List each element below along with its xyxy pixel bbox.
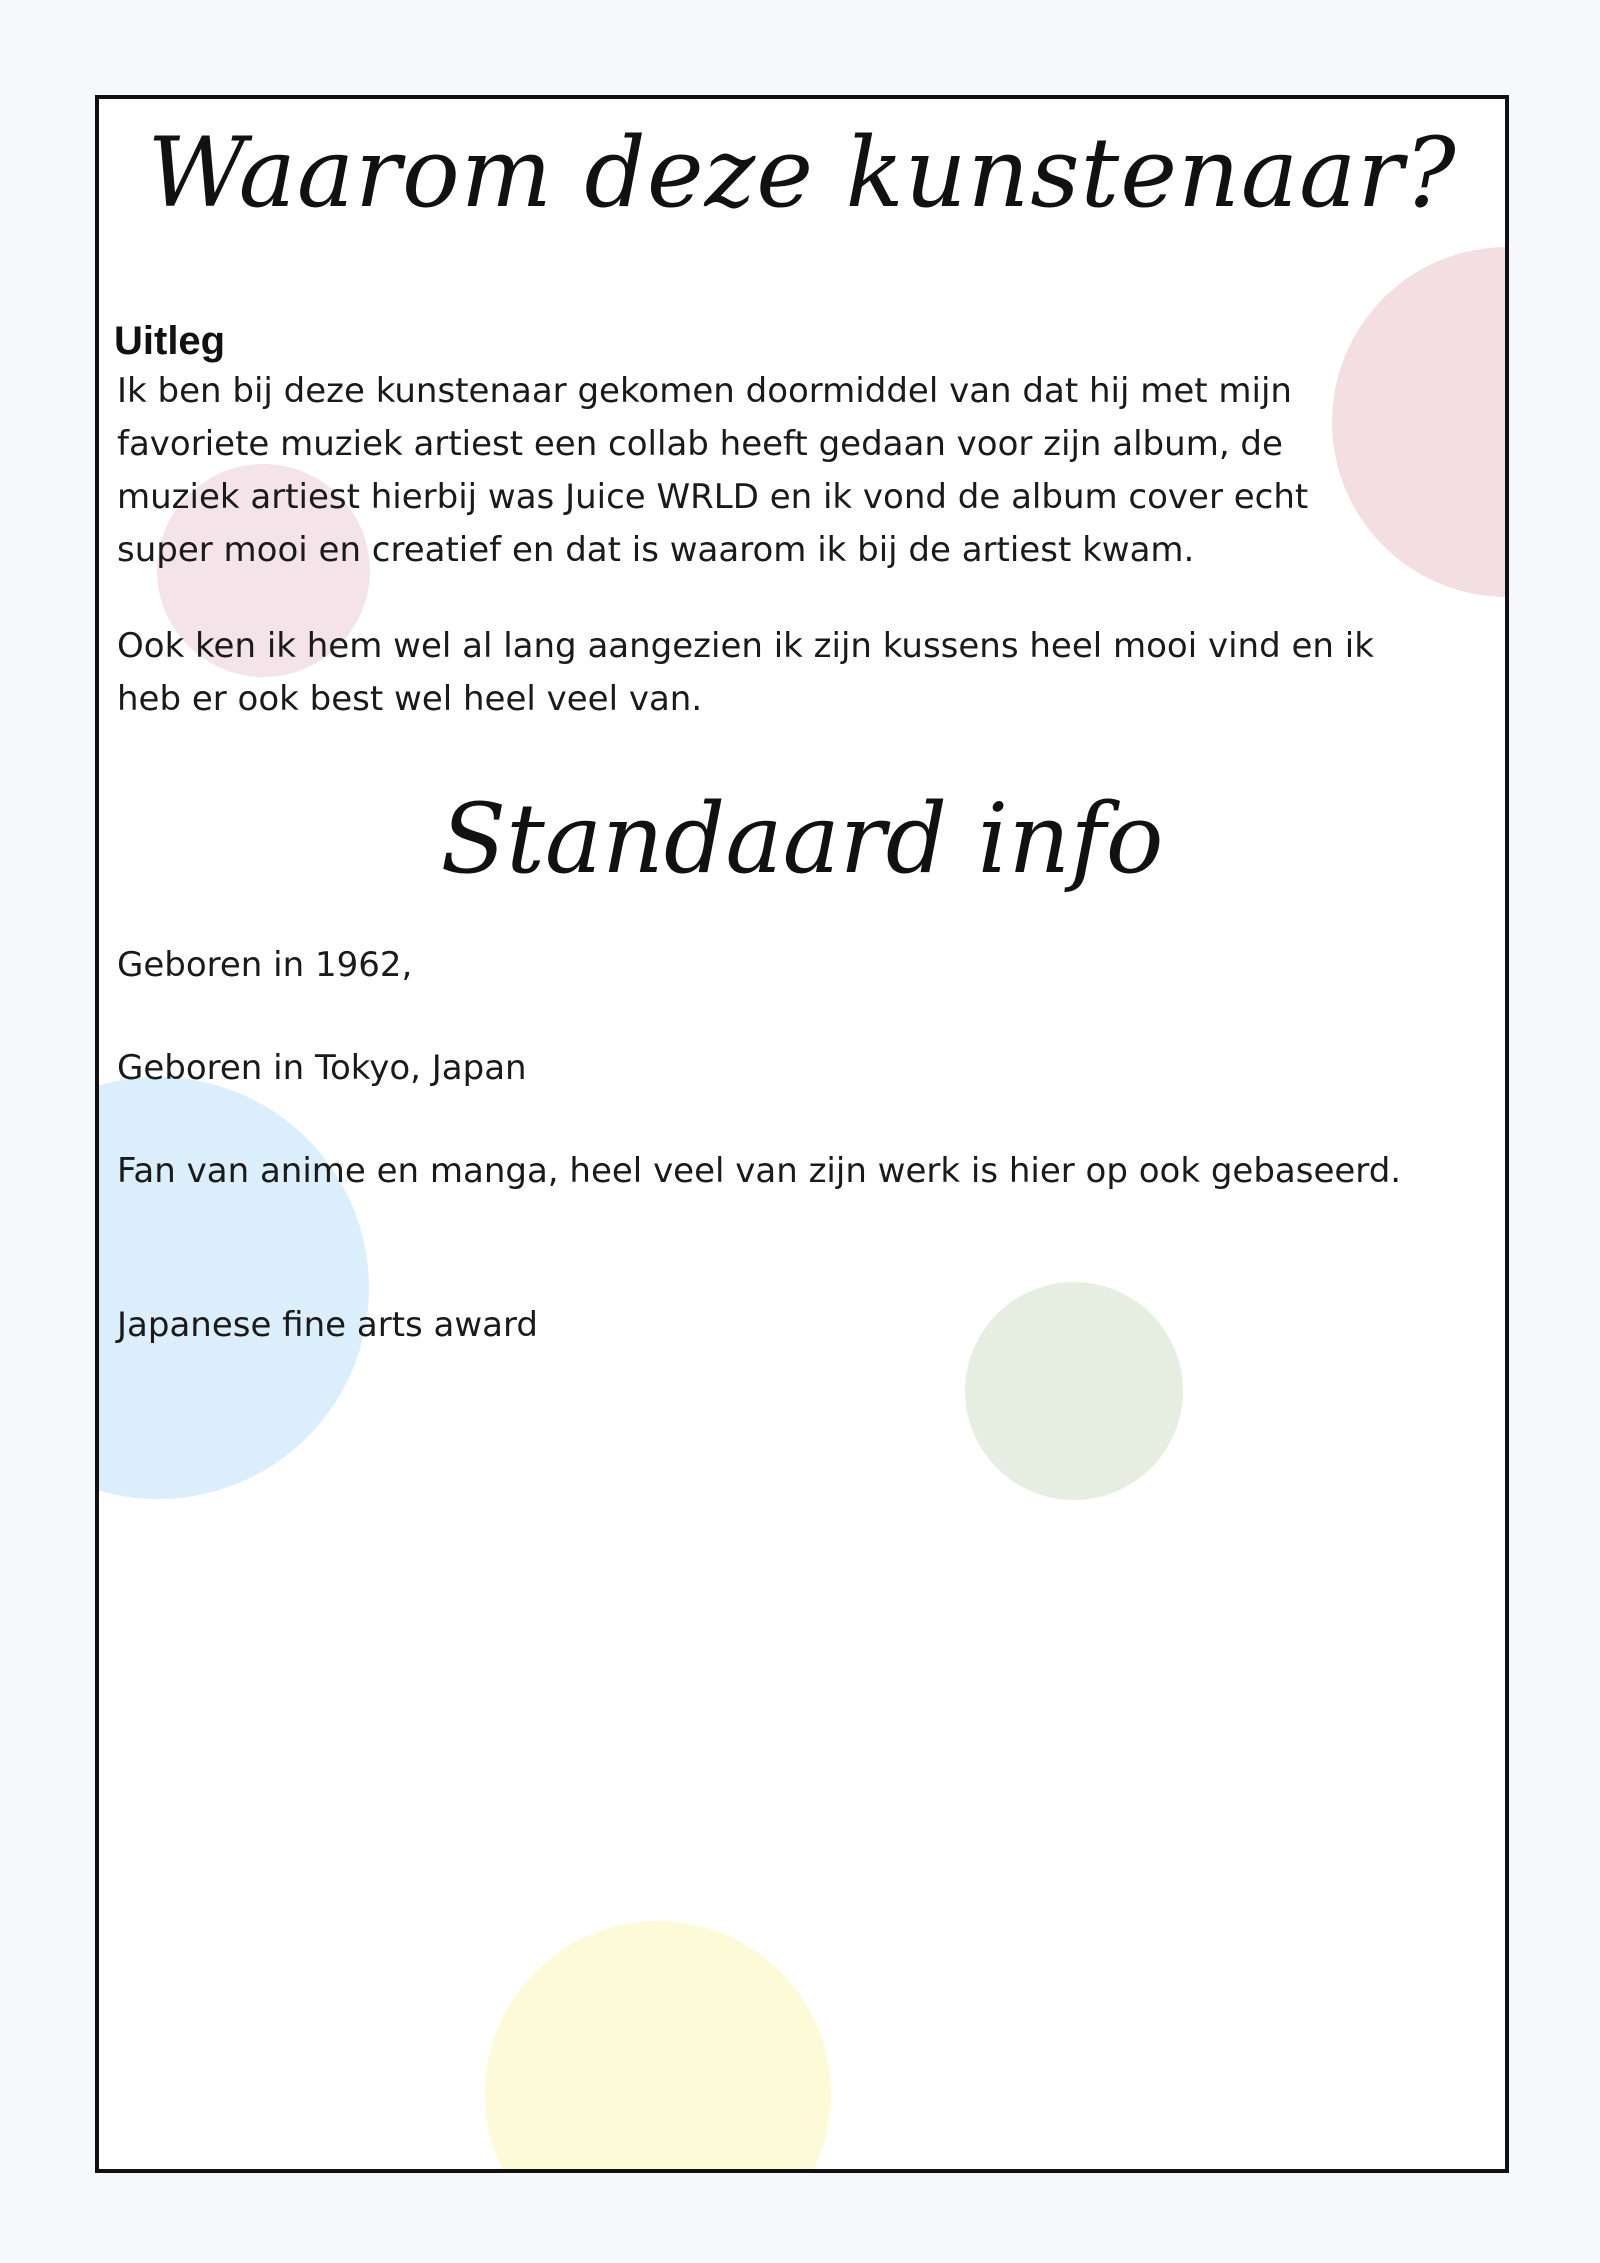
fact-birth-year: Geboren in 1962,: [117, 945, 413, 985]
fact-interests: Fan van anime en manga, heel veel van zijn werk is hier op ook gebaseerd.: [117, 1151, 1402, 1191]
document-page: [95, 95, 1509, 2173]
page-title: Waarom deze kunstenaar?: [147, 117, 1457, 229]
paragraph-familiarity: Ook ken ik hem wel al lang aangezien ik zijn kussens heel mooi vind en ik heb er ook best wel heel veel van.: [117, 626, 1385, 719]
section-title-standaard-info: Standaard info: [440, 783, 1164, 895]
section-heading-uitleg: Uitleg: [114, 319, 226, 363]
fact-birth-place: Geboren in Tokyo, Japan: [117, 1048, 527, 1088]
paragraph-explanation: Ik ben bij deze kunstenaar gekomen doormiddel van dat hij met mijn favoriete muziek artiest een collab heeft gedaan voor zijn album, de muziek artiest hierbij was Juice WRLD en ik vond de album cover echt super mooi en creatief en dat is waarom ik bij de artiest kwam.: [117, 371, 1320, 570]
fact-award: Japanese fine arts award: [117, 1305, 538, 1345]
page-content: [99, 99, 1505, 2169]
